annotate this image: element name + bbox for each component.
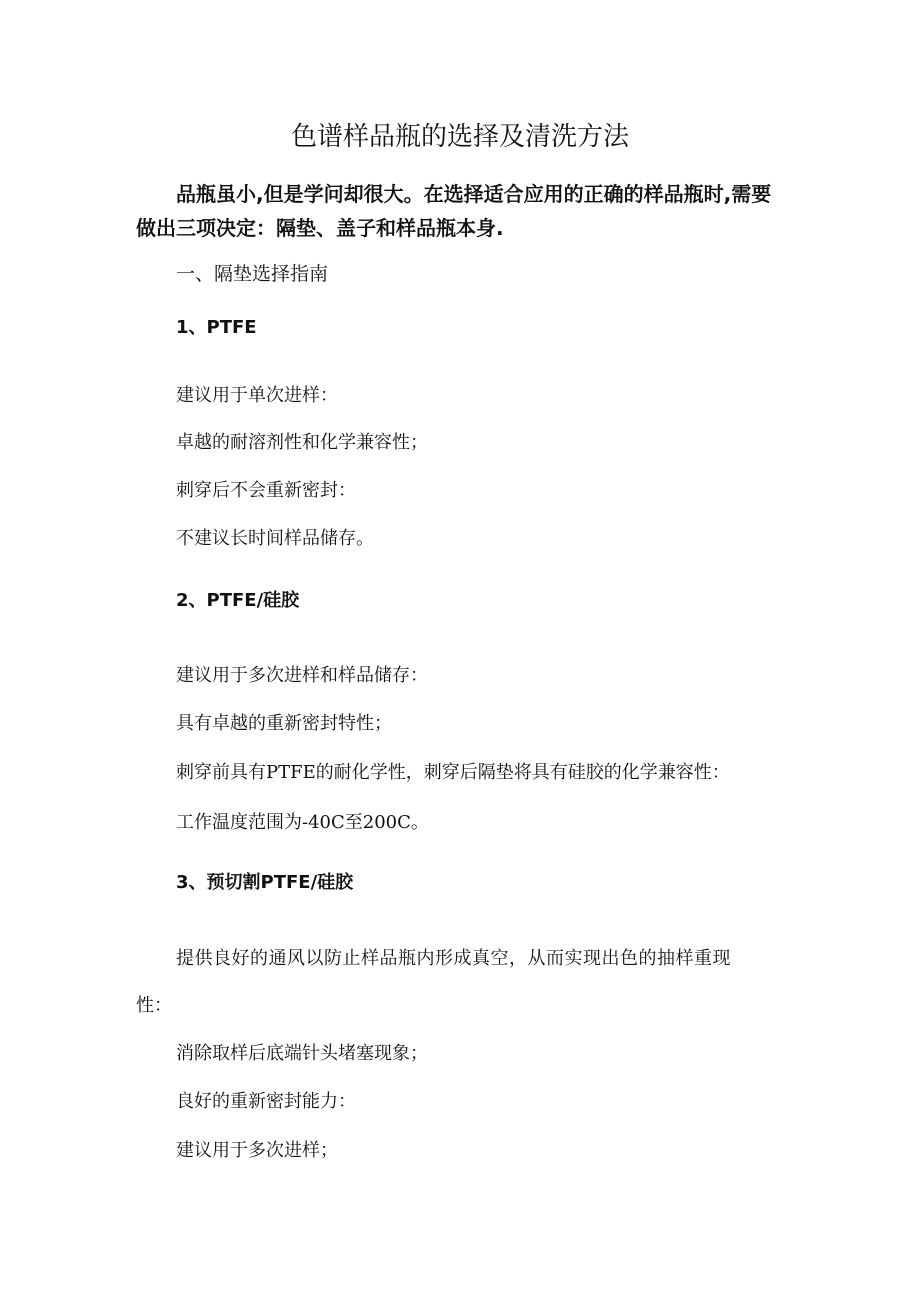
precut-line-5: 建议用于多次进样； [176, 1140, 338, 1161]
section-heading-septa-guide: 一、隔垫选择指南 [176, 263, 329, 285]
precut-line-2: 性： [136, 995, 172, 1016]
subheading-ptfe: 1、PTFE [176, 317, 257, 338]
precut-line-3: 消除取样后底端针头堵塞现象； [176, 1043, 428, 1064]
document-title: 色谱样品瓶的选择及清洗方法 [290, 122, 629, 152]
precut-line-1: 提供良好的通风以防止样品瓶内形成真空，从而实现出色的抽样重现 [176, 948, 731, 969]
ptfe-silicone-line-1: 建议用于多次进样和样品储存： [176, 665, 428, 686]
subheading-ptfe-silicone: 2、PTFE/硅胶 [176, 590, 300, 611]
ptfe-line-4: 不建议长时间样品储存。 [176, 528, 374, 549]
ptfe-silicone-line-4: 工作温度范围为-40C至200C。 [176, 812, 429, 833]
ptfe-line-2: 卓越的耐溶剂性和化学兼容性； [176, 432, 428, 453]
precut-line-4: 良好的重新密封能力： [176, 1091, 356, 1112]
ptfe-silicone-line-3: 刺穿前具有PTFE的耐化学性，刺穿后隔垫将具有硅胶的化学兼容性： [176, 762, 730, 783]
intro-line-1: 品瓶虽小,但是学问却很大。在选择适合应用的正确的样品瓶时,需要 [176, 182, 772, 206]
subheading-precut-ptfe-silicone: 3、预切割PTFE/硅胶 [176, 872, 354, 893]
intro-line-2: 做出三项决定：隔垫、盖子和样品瓶本身. [136, 216, 504, 240]
ptfe-line-3: 刺穿后不会重新密封： [176, 480, 356, 501]
ptfe-line-1: 建议用于单次进样： [176, 385, 338, 406]
ptfe-silicone-line-2: 具有卓越的重新密封特性； [176, 713, 392, 734]
